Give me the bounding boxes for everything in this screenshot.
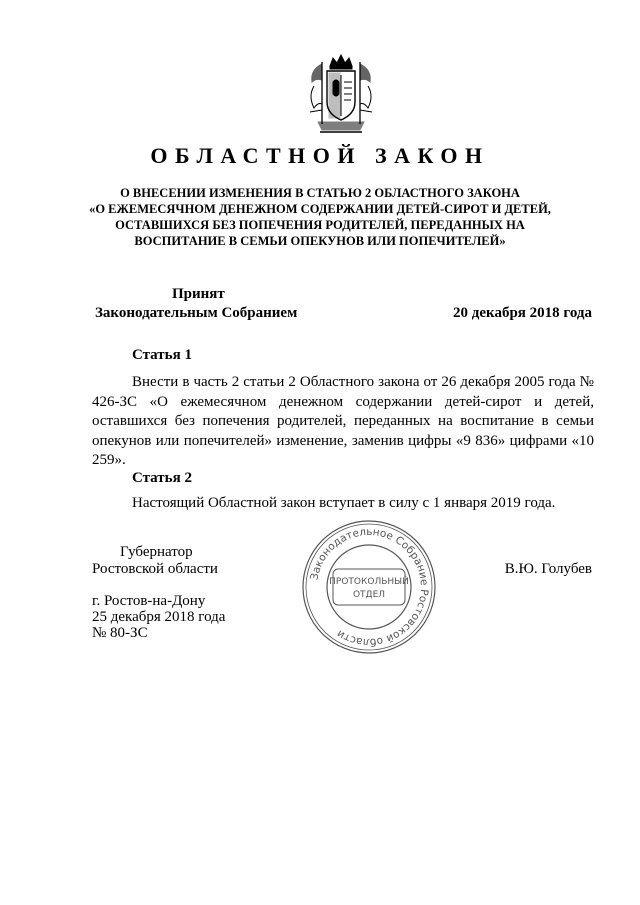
article-1-title: Статья 1 [132, 347, 192, 363]
signatory-name: В.Ю. Голубев [504, 561, 592, 577]
document-title: ОБЛАСТНОЙ ЗАКОН [150, 143, 490, 168]
law-number: № 80-ЗС [92, 625, 148, 641]
place-of-signing: г. Ростов-на-Дону [92, 593, 206, 609]
stamp-ring-text: Законодательное Собрание Ростовской области [308, 525, 431, 649]
signatory-region: Ростовской области [92, 561, 218, 577]
document-footer [92, 593, 225, 641]
subtitle-line: О ВНЕСЕНИИ ИЗМЕНЕНИЯ В СТАТЬЮ 2 ОБЛАСТНОГО ЗАКОНА [120, 186, 520, 200]
article-2-title: Статья 2 [132, 470, 192, 486]
adoption-date: 20 декабря 2018 года [453, 305, 592, 321]
stamp-center-line2: ОТДЕЛ [352, 590, 386, 600]
subtitle-line: ВОСПИТАНИЕ В СЕМЬИ ОПЕКУНОВ ИЛИ ПОПЕЧИТЕЛЕЙ» [134, 234, 506, 248]
subtitle-line: «О ЕЖЕМЕСЯЧНОМ ДЕНЕЖНОМ СОДЕРЖАНИИ ДЕТЕЙ-СИРОТ И ДЕТЕЙ, [89, 202, 551, 216]
official-stamp-icon [300, 518, 438, 656]
article-1-text: Внести в часть 2 статьи 2 Областного закона от 26 декабря 2005 года № 426-ЗС «О ежемесячном денежном содержании детей-сирот и детей, оставшихся без попечения родителей, переданных на воспитание в семьи опекунов или попечителей» изменение, заменив цифры «9 836» цифрами «10 259». [92, 374, 594, 468]
coat-of-arms-icon [300, 52, 382, 136]
law-subtitle [80, 185, 560, 249]
adopted-by: Законодательным Собранием [95, 305, 298, 321]
article-2-text: Настоящий Областной закон вступает в силу с 1 января 2019 года. [132, 495, 556, 511]
signing-date: 25 декабря 2018 года [92, 609, 226, 625]
adopted-label: Принят [172, 286, 225, 302]
signatory-position: Губернатор [120, 544, 193, 560]
stamp-center-line1: ПРОТОКОЛЬНЫЙ [329, 577, 409, 587]
subtitle-line: ОСТАВШИХСЯ БЕЗ ПОПЕЧЕНИЯ РОДИТЕЛЕЙ, ПЕРЕДАННЫХ НА [115, 218, 525, 232]
